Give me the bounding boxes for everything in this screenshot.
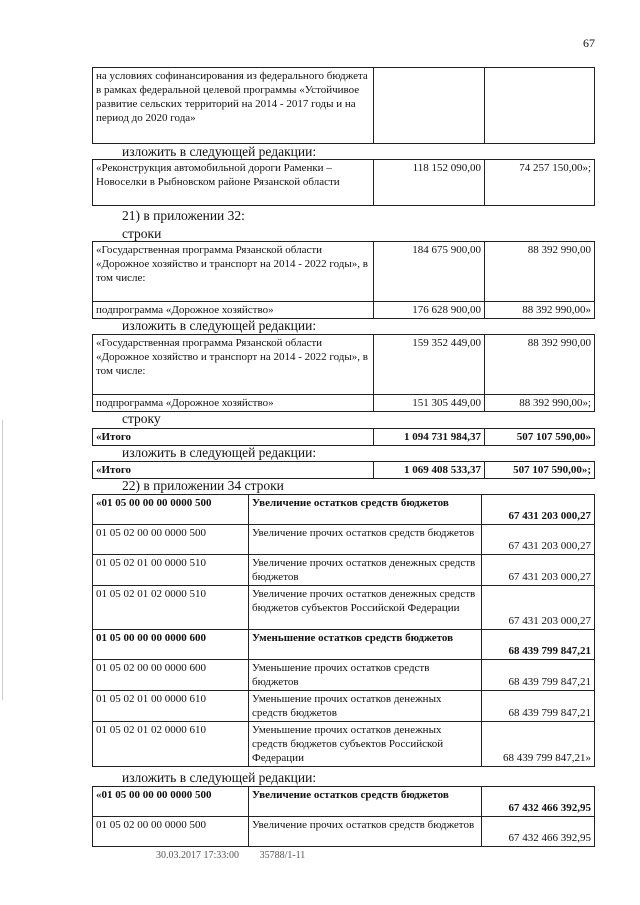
cell-value: 151 305 449,00 [374,395,485,412]
cell-code: 01 05 02 00 00 0000 600 [93,660,249,691]
cell-value: 507 107 590,00»; [485,462,595,479]
cell-empty [485,68,595,144]
table-row [93,495,595,525]
cell-value: 67 431 203 000,27 [482,555,595,586]
cell-value: 176 628 900,00 [374,302,485,319]
cell-text: подпрограмма «Дорожное хозяйство» [93,395,374,412]
table-row [93,722,595,767]
cell-text: «Итого [93,462,374,479]
cell-value: 88 392 990,00»; [485,395,595,412]
cell-name: Увеличение прочих остатков средств бюджетов [249,525,482,555]
footer-timestamp: 30.03.2017 17:33:00 [156,850,240,861]
instruction-text: строку [122,411,161,426]
instruction-text: изложить в следующей редакции: [122,318,317,333]
item-heading: 21) в приложении 32: [122,208,245,223]
cell-value: 88 392 990,00 [485,242,595,302]
cell-empty [374,68,485,144]
cell-code: 01 05 02 01 02 0000 510 [93,586,249,630]
cell-code: 01 05 02 00 00 0000 500 [93,525,249,555]
cell-text: «Итого [93,429,374,446]
cell-name: Увеличение остатков средств бюджетов [249,495,482,525]
cell-value: 88 392 990,00 [485,335,595,395]
cell-value: 74 257 150,00»; [485,160,595,206]
cell-text: «Государственная программа Рязанской области «Дорожное хозяйство и транспорт на 2014 - 2022 годы», в том числе: [93,335,374,395]
cell-code: 01 05 02 01 00 0000 510 [93,555,249,586]
table-fragment-3 [92,241,595,319]
instruction-text: изложить в следующей редакции: [122,445,317,460]
cell-value: 67 431 203 000,27 [482,495,595,525]
cell-name: Увеличение прочих остатков денежных средств бюджетов [249,555,482,586]
cell-value: 68 439 799 847,21 [482,630,595,660]
table-row [93,630,595,660]
table-row [93,586,595,630]
item-heading: 22) в приложении 34 строки [122,478,284,493]
footer-doc-id: 35788/1-11 [259,850,306,861]
cell-value: 159 352 449,00 [374,335,485,395]
cell-value: 88 392 990,00» [485,302,595,319]
table-fragment-5 [92,428,595,446]
cell-code: 01 05 00 00 00 0000 600 [93,630,249,660]
table-fragment-2 [92,159,595,206]
page-number: 67 [583,36,595,50]
cell-name: Увеличение прочих остатков денежных средств бюджетов субъектов Российской Федерации [249,586,482,630]
table-fragment-8 [92,786,595,847]
table-row [93,817,595,847]
scan-margin-line [2,420,3,700]
cell-name: Увеличение прочих остатков средств бюджетов [249,817,482,847]
cell-code: 01 05 02 01 00 0000 610 [93,691,249,722]
cell-code: «01 05 00 00 00 0000 500 [93,787,249,817]
cell-text: «Реконструкция автомобильной дороги Раменки – Новоселки в Рыбновском районе Рязанской области [93,160,374,206]
cell-text: на условиях софинансирования из федерального бюджета в рамках федеральной целевой программы «Устойчивое развитие сельских территорий на 2014 - 2017 годы и на период до 2020 года» [93,68,374,144]
table-fragment-4 [92,334,595,412]
cell-code: «01 05 00 00 00 0000 500 [93,495,249,525]
instruction-text: изложить в следующей редакции: [122,144,317,159]
cell-text: подпрограмма «Дорожное хозяйство» [93,302,374,319]
table-fragment-1 [92,67,595,144]
table-row [93,787,595,817]
instruction-text: строки [122,226,162,241]
cell-value: 68 439 799 847,21» [482,722,595,767]
table-row [93,660,595,691]
cell-value: 1 069 408 533,37 [374,462,485,479]
cell-value: 184 675 900,00 [374,242,485,302]
cell-value: 1 094 731 984,37 [374,429,485,446]
table-row [93,691,595,722]
cell-text: «Государственная программа Рязанской области «Дорожное хозяйство и транспорт на 2014 - 2022 годы», в том числе: [93,242,374,302]
cell-name: Уменьшение прочих остатков денежных средств бюджетов [249,691,482,722]
cell-name: Уменьшение прочих остатков средств бюджетов [249,660,482,691]
cell-name: Уменьшение прочих остатков денежных средств бюджетов субъектов Российской Федерации [249,722,482,767]
cell-value: 67 431 203 000,27 [482,586,595,630]
cell-value: 118 152 090,00 [374,160,485,206]
cell-value: 67 432 466 392,95 [482,817,595,847]
instruction-text: изложить в следующей редакции: [122,770,317,785]
cell-value: 67 432 466 392,95 [482,787,595,817]
cell-code: 01 05 02 00 00 0000 500 [93,817,249,847]
cell-value: 68 439 799 847,21 [482,691,595,722]
cell-name: Уменьшение остатков средств бюджетов [249,630,482,660]
table-fragment-7 [92,494,595,767]
table-row [93,525,595,555]
table-fragment-6 [92,461,595,479]
cell-value: 68 439 799 847,21 [482,660,595,691]
footer-stamp [156,850,323,861]
cell-value: 67 431 203 000,27 [482,525,595,555]
cell-code: 01 05 02 01 02 0000 610 [93,722,249,767]
cell-name: Увеличение остатков средств бюджетов [249,787,482,817]
cell-value: 507 107 590,00» [485,429,595,446]
table-row [93,555,595,586]
